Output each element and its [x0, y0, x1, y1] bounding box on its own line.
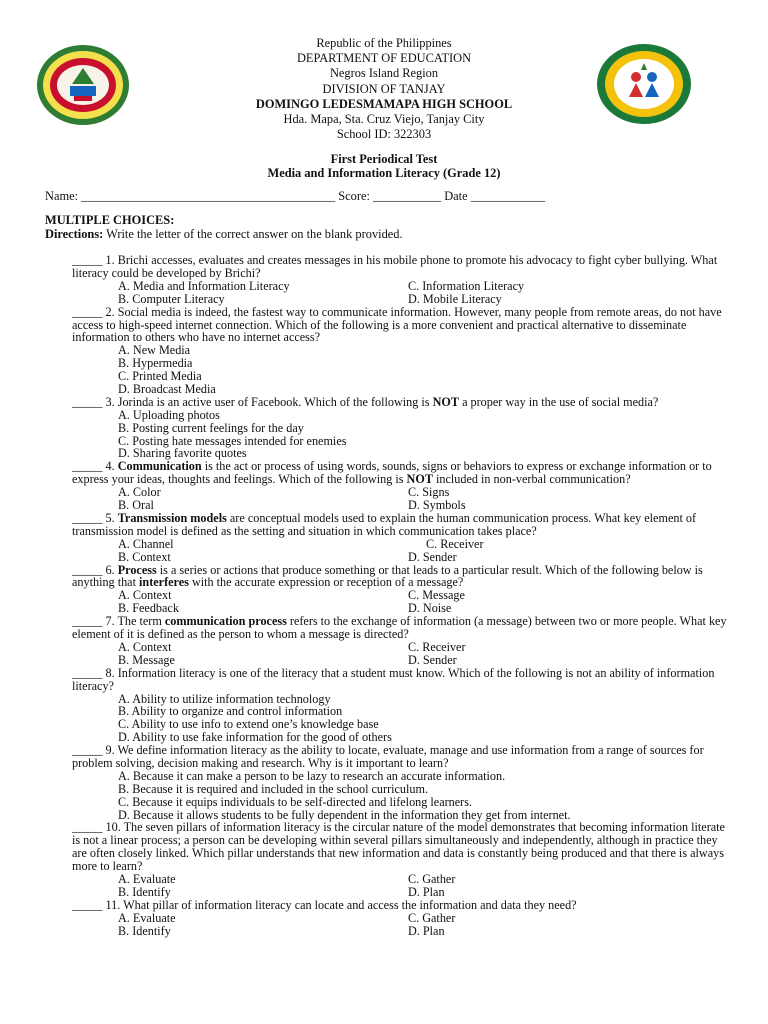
q6-text-pre: _____ 6. — [72, 562, 118, 577]
question-7-text — [72, 615, 728, 641]
q10-option-c: C. Gather — [408, 872, 456, 887]
q6-option-d: D. Noise — [408, 601, 452, 616]
header-department: DEPARTMENT OF EDUCATION — [296, 51, 472, 66]
q10-option-a: A. Evaluate — [118, 872, 176, 887]
q4-text-post: included in non-verbal communication? — [432, 472, 631, 487]
question-3-text — [72, 396, 728, 409]
test-subject: Media and Information Literacy (Grade 12) — [267, 166, 501, 180]
q6-option-c: C. Message — [408, 588, 465, 603]
question-4 — [72, 460, 728, 512]
question-11 — [72, 899, 728, 938]
question-5 — [72, 512, 728, 564]
q6-text-bold1: Process — [117, 562, 157, 577]
q4-option-d: D. Symbols — [408, 498, 466, 513]
q7-text-post: refers to the exchange of information (a message) between two or more people. What key element of it is defined as the person to whom a message is directed? — [72, 614, 727, 642]
q8-option-b: B. Ability to organize and control information — [118, 704, 343, 719]
test-title: First Periodical Test — [330, 152, 438, 166]
q2-option-c: C. Printed Media — [118, 369, 202, 384]
q9-option-b: B. Because it is required and included in the school curriculum. — [118, 781, 429, 796]
q3-text-post: a proper way in the use of social media? — [459, 394, 659, 409]
q3-text-bold: NOT — [432, 394, 460, 409]
q9-option-c: C. Because it equips individuals to be self-directed and lifelong learners. — [118, 794, 473, 809]
q4-option-c: C. Signs — [408, 485, 450, 500]
q1-option-c: C. Information Literacy — [408, 278, 525, 293]
question-2-text: _____ 2. Social media is indeed, the fastest way to communicate information. However, many people from remote areas, do not have access to high-speed internet connection. Which of the following is a more convenient and practical alternative to disseminate information to others who have no internet access? — [72, 304, 722, 345]
header-division: DIVISION OF TANJAY — [322, 81, 446, 96]
question-9-text: _____ 9. We define information literacy as the ability to locate, evaluate, manage and use information from a range of sources for problem solving, decision making and research. Why is it important to learn? — [72, 743, 704, 770]
q4-text-bold1: Communication — [117, 459, 202, 474]
section-title: MULTIPLE CHOICES: — [45, 213, 175, 227]
q7-text-bold: communication process — [164, 614, 287, 629]
q3-text-pre: _____ 3. Jorinda is an active user of Facebook. Which of the following is — [72, 394, 433, 409]
directions — [45, 228, 403, 241]
question-5-text — [72, 512, 728, 538]
q6-option-a: A. Context — [118, 588, 172, 603]
q11-option-b: B. Identify — [118, 923, 171, 938]
question-1 — [72, 254, 728, 306]
q2-option-b: B. Hypermedia — [118, 356, 193, 371]
q5-text-bold: Transmission models — [117, 510, 227, 525]
q5-option-c: C. Receiver — [426, 536, 484, 551]
q6-text-bold2: interferes — [139, 575, 189, 590]
name-score-date-line: Name: _________________________________________ Score: ___________ Date ____________ — [45, 189, 546, 203]
question-10-text: _____ 10. The seven pillars of information literacy is the circular nature of the model demonstrates that becoming information literate is not a linear process; a person can be developing within several pillars simultaneously and independently, although in practice they are often closely linked. Which pillar understands that new information and data is constantly being produced and that there is always more to learn? — [72, 820, 725, 874]
question-6 — [72, 564, 728, 616]
q8-option-a: A. Ability to utilize information technology — [118, 691, 331, 706]
q4-option-b: B. Oral — [118, 498, 154, 513]
q7-option-a: A. Context — [118, 639, 172, 654]
q11-option-a: A. Evaluate — [118, 910, 176, 925]
q1-option-d: D. Mobile Literacy — [408, 291, 502, 306]
q7-option-d: D. Sender — [408, 652, 457, 667]
q7-option-c: C. Receiver — [408, 639, 466, 654]
q5-option-d: D. Sender — [408, 549, 457, 564]
q2-option-a: A. New Media — [118, 343, 191, 358]
q1-option-a: A. Media and Information Literacy — [118, 278, 290, 293]
header-school-id: School ID: 322303 — [336, 127, 432, 142]
q3-option-c: C. Posting hate messages intended for enemies — [118, 433, 347, 448]
question-10 — [72, 821, 728, 898]
q7-option-b: B. Message — [118, 652, 175, 667]
header-school-name: DOMINGO LEDESMAMAPA HIGH SCHOOL — [255, 96, 513, 111]
q11-option-d: D. Plan — [408, 923, 445, 938]
header-republic: Republic of the Philippines — [316, 36, 452, 50]
q2-option-d: D. Broadcast Media — [118, 381, 216, 396]
q11-option-c: C. Gather — [408, 910, 456, 925]
question-11-text: _____ 11. What pillar of information literacy can locate and access the information and data they need? — [72, 897, 577, 912]
q1-option-b: B. Computer Literacy — [118, 291, 225, 306]
q5-option-a: A. Channel — [118, 536, 174, 551]
q10-option-b: B. Identify — [118, 884, 171, 899]
question-8-text: _____ 8. Information literacy is one of the literacy that a student must know. Which of the following is not an ability of information literacy? — [72, 665, 715, 693]
q8-option-d: D. Ability to use fake information for the good of others — [118, 730, 392, 745]
document-header — [0, 36, 768, 142]
question-3 — [72, 396, 728, 460]
header-region: Negros Island Region — [329, 66, 439, 81]
q4-text-mid: is the act or process of using words, sounds, signs or behaviors to express or exchange information or to express your ideas, thoughts and feelings. Which of the following is — [72, 459, 712, 487]
q9-option-a: A. Because it can make a person to be lazy to research an accurate information. — [118, 768, 506, 783]
q3-option-a: A. Uploading photos — [118, 407, 220, 422]
question-7 — [72, 615, 728, 667]
question-4-text — [72, 460, 728, 486]
q4-text-pre: _____ 4. — [72, 459, 118, 474]
header-address: Hda. Mapa, Sta. Cruz Viejo, Tanjay City — [283, 112, 485, 127]
q6-text-post: with the accurate expression or reception of a message? — [188, 575, 464, 590]
directions-label: Directions: — [45, 227, 104, 241]
q6-text-mid: is a series or actions that produce something or that leads to a particular result. Which of the following below is anything that — [72, 562, 703, 590]
q5-text-pre: _____ 5. — [72, 510, 118, 525]
q7-text-pre: _____ 7. The term — [72, 614, 165, 629]
question-6-text — [72, 564, 728, 590]
question-9 — [72, 744, 728, 821]
question-2 — [72, 306, 728, 396]
q3-option-d: D. Sharing favorite quotes — [118, 446, 247, 461]
q4-text-bold2: NOT — [406, 472, 433, 487]
q4-option-a: A. Color — [118, 485, 161, 500]
directions-text: Write the letter of the correct answer on the blank provided. — [103, 227, 403, 241]
q5-option-b: B. Context — [118, 549, 171, 564]
q5-text-post: are conceptual models used to explain the human communication process. What key element of transmission model is defined as the setting and situation in which communication takes place? — [72, 510, 697, 538]
question-1-text: _____ 1. Brichi accesses, evaluates and creates messages in his mobile phone to promote his advocacy to fight cyber bullying. What literacy could be developed by Brichi? — [72, 253, 718, 280]
questions-list — [72, 254, 728, 938]
q8-option-c: C. Ability to use info to extend one’s knowledge base — [118, 717, 379, 732]
q6-option-b: B. Feedback — [118, 601, 179, 616]
q3-option-b: B. Posting current feelings for the day — [118, 420, 304, 435]
question-8 — [72, 667, 728, 744]
q10-option-d: D. Plan — [408, 884, 445, 899]
test-title-block — [0, 152, 768, 180]
q9-option-d: D. Because it allows students to be fully dependent in the information they get from internet. — [118, 807, 571, 822]
